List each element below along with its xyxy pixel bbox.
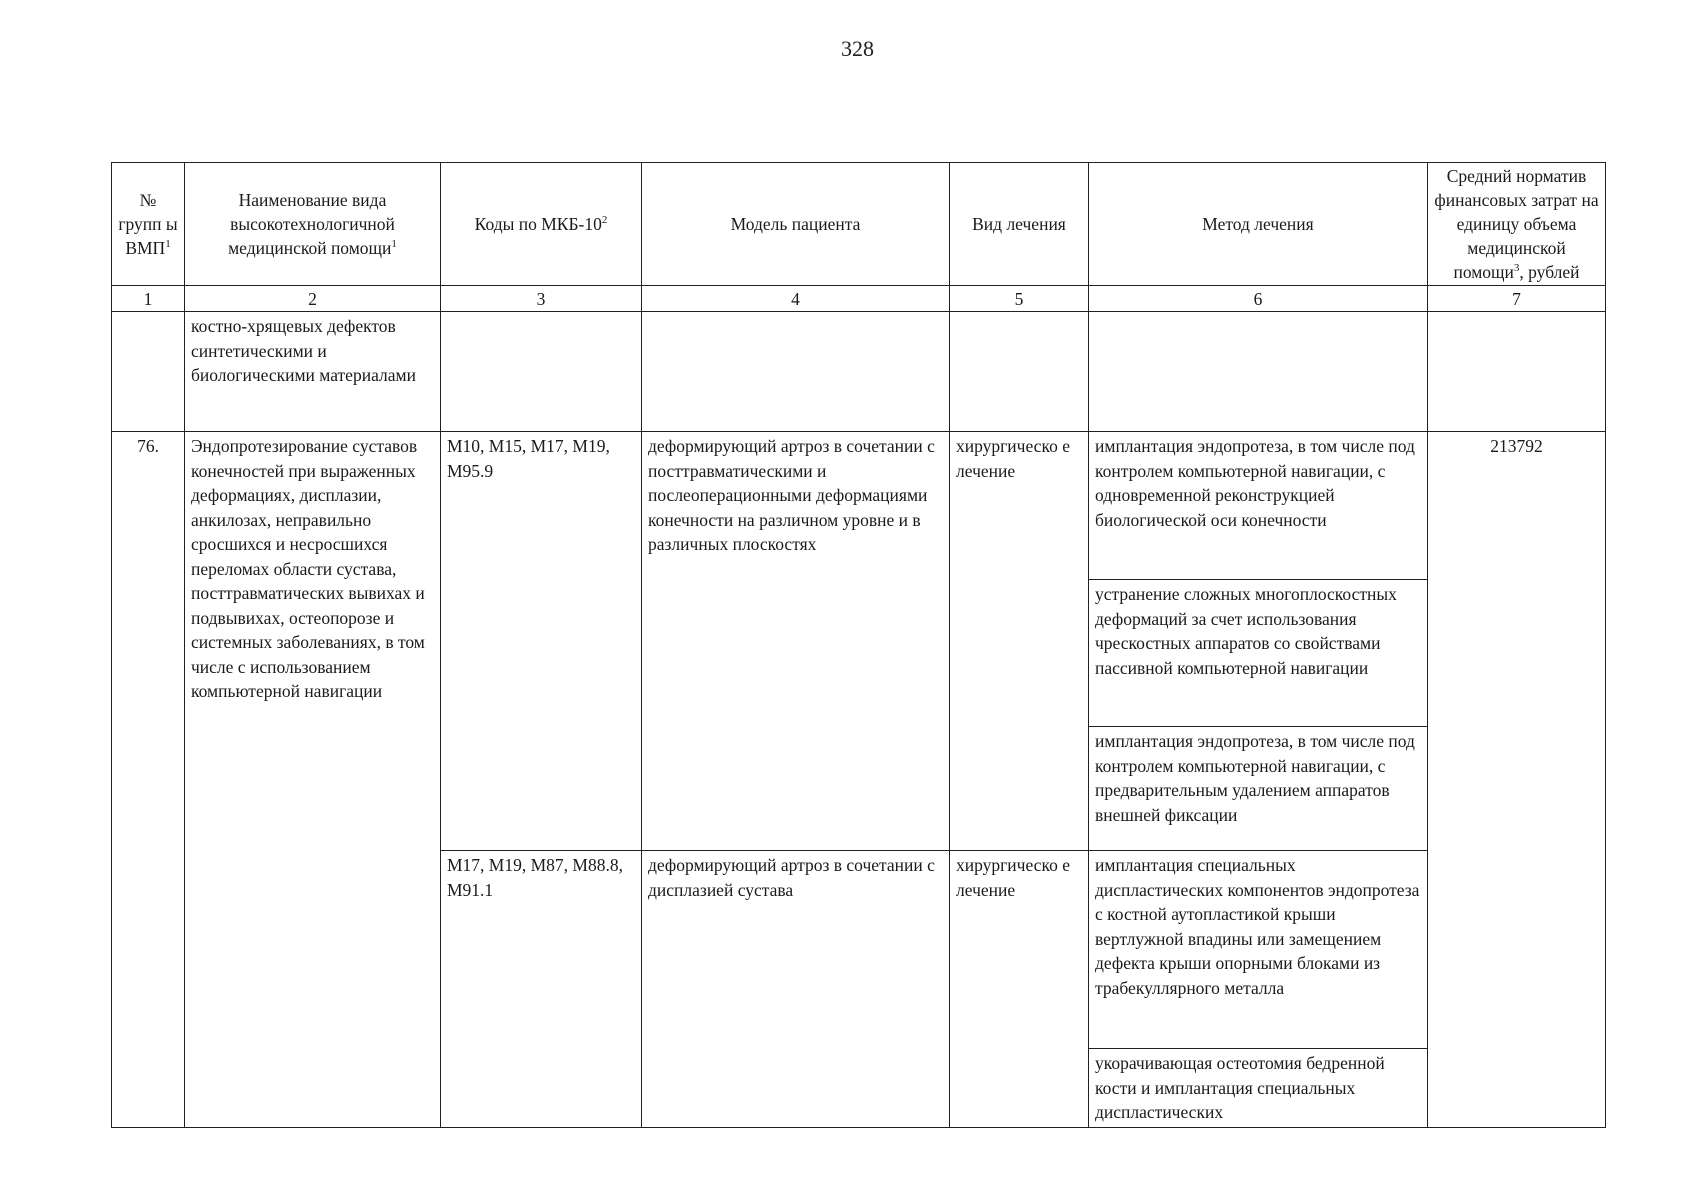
treatment-method: устранение сложных многоплоскостных деформаций за счет использования чрескостных аппаратов со свойствами пассивной компьютерной навигации bbox=[1089, 580, 1428, 727]
page-number: 328 bbox=[841, 36, 874, 61]
empty-cell bbox=[112, 312, 185, 432]
header-icd-codes: Коды по МКБ-$10^2$ bbox=[441, 163, 642, 286]
header-patient-model: Модель пациента bbox=[642, 163, 950, 286]
empty-cell bbox=[441, 312, 642, 432]
column-number-row bbox=[112, 286, 1606, 312]
column-number: 6 bbox=[1089, 286, 1428, 312]
column-number: 1 bbox=[112, 286, 185, 312]
group-number: 76. bbox=[112, 432, 185, 1128]
treatment-method: имплантация эндопротеза, в том числе под контролем компьютерной навигации, с одновременной реконструкцией биологической оси конечности bbox=[1089, 432, 1428, 580]
header-care-type-name: Наименование вида высокотехнологичной медицинской помощи$^1$ bbox=[185, 163, 441, 286]
header-treatment-type: Вид лечения bbox=[950, 163, 1089, 286]
treatment-type: хирургическо е лечение bbox=[950, 851, 1089, 1128]
icd-codes: M17, M19, M87, M88.8, M91.1 bbox=[441, 851, 642, 1128]
care-type-name: Эндопротезирование суставов конечностей при выраженных деформациях, дисплазии, анкилозах, неправильно сросшихся и несросшихся переломах области сустава, посттравматических вывихах и подвывихах, остеопорозе и системных заболеваниях, в том числе с использованием компьютерной навигации bbox=[185, 432, 441, 1128]
treatment-method: имплантация специальных диспластических компонентов эндопротеза с костной аутопластикой крыши вертлужной впадины или замещением дефекта крыши опорными блоками из трабекуллярного металла bbox=[1089, 851, 1428, 1049]
table-row bbox=[112, 432, 1606, 580]
column-number: 7 bbox=[1428, 286, 1606, 312]
header-row bbox=[112, 163, 1606, 286]
continuation-row bbox=[112, 312, 1606, 432]
empty-cell bbox=[1089, 312, 1428, 432]
icd-codes: M10, M15, M17, M19, M95.9 bbox=[441, 432, 642, 851]
header-average-cost: Средний норматив финансовых затрат на единицу объема медицинской помощи$^3$, рублей bbox=[1428, 163, 1606, 286]
care-type-name-continued: костно-хрящевых дефектов синтетическими и биологическими материалами bbox=[185, 312, 441, 432]
average-cost: 213792 bbox=[1428, 432, 1606, 1128]
empty-cell bbox=[1428, 312, 1606, 432]
treatment-method: имплантация эндопротеза, в том числе под контролем компьютерной навигации, с предварительным удалением аппаратов внешней фиксации bbox=[1089, 727, 1428, 851]
header-treatment-method: Метод лечения bbox=[1089, 163, 1428, 286]
empty-cell bbox=[950, 312, 1089, 432]
treatment-method: укорачивающая остеотомия бедренной кости и имплантация специальных диспластических bbox=[1089, 1049, 1428, 1128]
column-number: 5 bbox=[950, 286, 1089, 312]
treatment-type: хирургическо е лечение bbox=[950, 432, 1089, 851]
vmp-table bbox=[111, 162, 1606, 1128]
patient-model: деформирующий артроз в сочетании с дисплазией сустава bbox=[642, 851, 950, 1128]
patient-model: деформирующий артроз в сочетании с посттравматическими и послеоперационными деформациями конечности на различном уровне и в различных плоскостях bbox=[642, 432, 950, 851]
column-number: 2 bbox=[185, 286, 441, 312]
column-number: 4 bbox=[642, 286, 950, 312]
empty-cell bbox=[642, 312, 950, 432]
header-group-number: № групп ы ВМП$^1$ bbox=[112, 163, 185, 286]
column-number: 3 bbox=[441, 286, 642, 312]
